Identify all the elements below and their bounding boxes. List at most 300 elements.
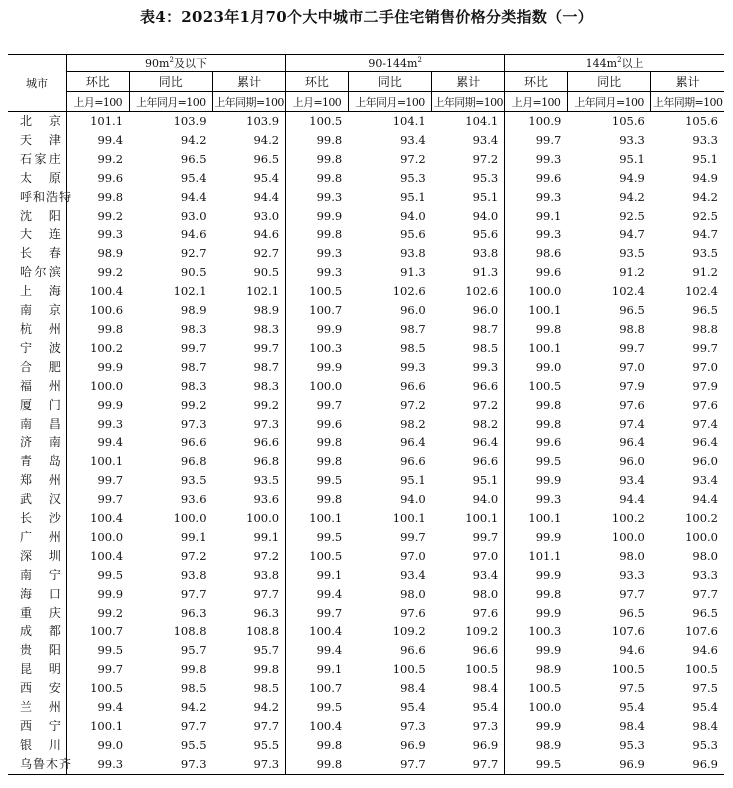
index-value: 100.5 [465,662,499,677]
index-value: 100.3 [286,339,349,358]
index-value: 96.8 [253,454,280,469]
index-value: 95.1 [400,189,426,204]
index-value: 97.7 [253,719,280,733]
table-row [8,225,724,244]
index-value: 92.5 [619,208,645,223]
city-name: 石家庄 [8,150,66,169]
index-value: 99.7 [692,340,718,355]
index-value: 99.4 [97,700,124,715]
city-name: 兰州 [8,698,66,717]
index-value: 92.7 [253,246,280,261]
index-value: 97.6 [472,605,499,620]
table-row [8,244,724,263]
index-value: 109.2 [392,624,426,639]
index-value: 96.0 [400,303,426,318]
index-value: 96.6 [400,643,426,658]
index-value: 97.4 [692,416,718,431]
index-value: 98.3 [180,321,207,336]
index-value: 98.7 [253,359,280,374]
index-value: 96.5 [180,151,207,166]
index-value: 100.1 [505,509,568,528]
city-name: 深圳 [8,547,66,566]
index-value: 94.0 [400,208,426,223]
index-value: 99.9 [505,717,568,736]
table-row [8,433,724,452]
index-value: 97.2 [253,548,280,563]
index-value: 96.5 [619,303,645,318]
index-value: 99.9 [286,358,349,377]
index-value: 99.2 [97,208,124,223]
index-value: 97.5 [692,681,718,696]
table-row [8,755,724,774]
index-value: 103.9 [173,114,207,128]
city-name: 大连 [8,225,66,244]
table-row [8,112,724,131]
index-value: 98.5 [400,340,426,355]
index-value: 100.0 [90,529,124,544]
index-value: 96.6 [472,378,499,393]
index-value: 97.7 [348,755,431,774]
index-value: 95.5 [180,737,207,752]
subheader-yoy: 同比 [348,72,431,92]
index-value: 99.7 [505,131,568,150]
index-value: 99.9 [505,528,568,547]
index-value: 99.3 [66,755,129,774]
table-row [8,415,724,434]
index-value: 95.1 [472,473,499,488]
index-value: 99.5 [97,643,124,658]
table-row [8,471,724,490]
base-label-yoy: 上年同月=100 [567,92,650,112]
index-value: 97.3 [472,719,499,733]
city-name: 南宁 [8,566,66,585]
index-value: 96.8 [180,454,207,469]
table-row [8,736,724,755]
index-value: 94.7 [619,227,645,242]
index-value: 99.8 [286,225,349,244]
table-row [8,377,724,396]
index-value: 95.4 [400,700,426,715]
table-row [8,547,724,566]
index-value: 92.5 [692,208,718,223]
index-value: 98.6 [505,244,568,263]
index-value: 100.1 [465,511,499,526]
subheader-mom: 环比 [505,72,568,92]
subheader-yoy: 同比 [567,72,650,92]
city-name: 杭州 [8,320,66,339]
index-value: 99.2 [97,151,124,166]
index-value: 102.4 [611,284,645,299]
index-value: 99.7 [472,529,499,544]
index-value: 99.9 [286,207,349,226]
group-header-large: $144m^2$以上 [505,55,724,72]
city-name: 西安 [8,679,66,698]
table-row [8,358,724,377]
index-value: 99.5 [286,698,349,717]
city-name: 宁波 [8,339,66,358]
index-value: 97.2 [400,151,426,166]
table-row [8,452,724,471]
index-value: 99.2 [253,397,280,412]
index-value: 98.8 [619,321,645,336]
city-name: 乌鲁木齐 [8,755,66,774]
index-value: 93.3 [619,567,645,582]
index-value: 99.4 [97,132,124,147]
index-value: 94.0 [472,208,499,223]
index-value: 94.4 [692,492,718,507]
index-value: 99.3 [472,359,499,374]
index-value: 93.5 [253,473,280,488]
index-value: 103.9 [246,114,280,128]
index-value: 93.4 [692,473,718,488]
index-value: 99.1 [180,529,207,544]
table-row [8,585,724,604]
index-value: 93.8 [180,567,207,582]
table-row [8,320,724,339]
index-value: 97.2 [472,151,499,166]
subheader-mom: 环比 [66,72,129,92]
index-value: 99.3 [286,244,349,263]
index-value: 94.6 [692,643,718,658]
index-value: 95.1 [692,151,718,166]
index-value: 99.8 [505,585,568,604]
index-value: 100.7 [286,679,349,698]
index-value: 96.0 [619,454,645,469]
index-value: 97.0 [472,548,499,563]
index-value: 100.5 [611,662,645,677]
index-value: 93.6 [253,492,280,507]
index-value: 93.4 [400,567,426,582]
table-row [8,169,724,188]
index-value: 96.4 [400,435,426,450]
table-row [8,604,724,623]
table-row [8,679,724,698]
index-value: 102.1 [173,284,207,299]
index-value: 94.2 [180,132,207,147]
index-value: 99.7 [180,340,207,355]
index-value: 99.8 [286,433,349,452]
index-value: 98.0 [400,586,426,601]
index-value: 99.3 [286,188,349,207]
index-value: 95.4 [692,700,718,715]
table-row [8,301,724,320]
index-value: 100.3 [505,622,568,641]
base-label-mom: 上月=100 [505,92,568,112]
index-value: 98.0 [472,586,499,601]
index-value: 90.5 [180,265,207,280]
city-name: 西宁 [8,717,66,736]
city-name: 沈阳 [8,207,66,226]
index-value: 94.2 [692,189,718,204]
index-value: 99.6 [505,169,568,188]
index-value: 105.6 [685,114,718,128]
index-value: 99.8 [286,169,349,188]
index-value: 93.0 [253,208,280,223]
index-value: 108.8 [246,624,280,639]
index-value: 98.2 [472,416,499,431]
table-row [8,188,724,207]
header-row-bases [8,92,724,112]
index-value: 98.9 [180,303,207,318]
index-value: 100.5 [90,681,124,696]
index-value: 94.9 [692,170,718,185]
index-value: 96.3 [180,605,207,620]
index-value: 91.2 [619,265,645,280]
index-value: 100.1 [505,339,568,358]
index-value: 99.3 [97,416,124,431]
city-name: 合肥 [8,358,66,377]
city-name: 青岛 [8,452,66,471]
index-value: 98.4 [400,681,426,696]
index-value: 100.0 [685,529,718,544]
table-row [8,717,724,736]
index-value: 97.7 [180,719,207,733]
city-name: 上海 [8,282,66,301]
index-value: 100.1 [90,719,124,733]
index-value: 99.3 [505,225,568,244]
index-value: 97.3 [253,416,280,431]
index-value: 99.5 [286,528,349,547]
index-value: 97.3 [213,755,286,774]
index-value: 100.0 [286,377,349,396]
index-value: 93.8 [400,246,426,261]
index-value: 90.5 [253,265,280,280]
index-value: 98.0 [619,548,645,563]
index-value: 97.9 [692,378,718,393]
index-value: 95.6 [400,227,426,242]
index-value: 96.6 [400,378,426,393]
index-value: 93.6 [180,492,207,507]
table-row [8,150,724,169]
index-value: 99.6 [505,433,568,452]
index-value: 99.8 [286,490,349,509]
table-row [8,131,724,150]
index-value: 100.2 [685,511,718,526]
table-row [8,660,724,679]
base-label-yoy: 上年同月=100 [348,92,431,112]
index-value: 94.6 [253,227,280,242]
index-value: 93.8 [472,246,499,261]
index-value: 97.9 [619,378,645,393]
index-value: 98.3 [253,321,280,336]
index-value: 93.4 [619,473,645,488]
index-value: 95.3 [619,737,645,752]
index-value: 100.0 [611,529,645,544]
index-value: 100.2 [611,511,645,526]
city-name: 太原 [8,169,66,188]
index-value: 100.7 [286,301,349,320]
city-name: 济南 [8,433,66,452]
index-value: 99.9 [505,471,568,490]
city-name: 广州 [8,528,66,547]
table-row [8,490,724,509]
index-value: 93.4 [472,567,499,582]
index-value: 100.7 [90,624,124,639]
index-value: 98.9 [253,303,280,318]
city-name: 天津 [8,131,66,150]
index-value: 96.0 [472,303,499,318]
index-value: 93.3 [619,132,645,147]
index-value: 98.3 [253,378,280,393]
index-value: 102.6 [392,284,426,299]
index-value: 97.6 [692,397,718,412]
index-value: 102.1 [246,284,280,299]
city-name: 呼和浩特 [8,188,66,207]
index-value: 99.3 [286,263,349,282]
index-value: 99.3 [505,150,568,169]
index-value: 99.9 [505,641,568,660]
index-value: 98.5 [253,681,280,696]
index-value: 100.5 [286,547,349,566]
subheader-mom: 环比 [286,72,349,92]
index-value: 93.5 [692,246,718,261]
index-value: 98.4 [692,719,718,733]
index-value: 107.6 [611,624,645,639]
index-value: 97.7 [253,586,280,601]
index-value: 97.3 [180,416,207,431]
index-value: 92.7 [180,246,207,261]
index-value: 100.1 [392,511,426,526]
city-name: 贵阳 [8,641,66,660]
index-value: 100.4 [90,548,124,563]
index-value: 97.7 [432,755,505,774]
index-value: 100.5 [505,679,568,698]
index-value: 95.4 [619,700,645,715]
index-value: 100.4 [286,622,349,641]
page-title: 表4：2023年1月70个大中城市二手住宅销售价格分类指数（一） [139,8,594,26]
index-value: 96.4 [472,435,499,450]
index-value: 95.3 [692,737,718,752]
subheader-yoy: 同比 [129,72,212,92]
index-value: 99.7 [619,340,645,355]
city-name: 银川 [8,736,66,755]
index-value: 97.0 [400,548,426,563]
table-row [8,207,724,226]
city-column-header: 城市 [8,55,66,112]
index-value: 99.5 [505,452,568,471]
index-value: 107.6 [685,624,718,639]
city-name: 北京 [8,112,66,131]
index-value: 94.6 [619,643,645,658]
index-value: 91.3 [472,265,499,280]
index-value: 99.8 [180,662,207,677]
index-value: 99.4 [286,641,349,660]
index-value: 99.1 [253,529,280,544]
index-value: 100.5 [286,112,349,131]
index-value: 99.8 [253,662,280,677]
index-value: 95.1 [619,151,645,166]
city-name: 南昌 [8,415,66,434]
index-value: 96.4 [692,435,718,450]
index-value: 97.2 [472,397,499,412]
city-name: 武汉 [8,490,66,509]
index-value: 99.8 [97,189,124,204]
index-value: 97.5 [619,681,645,696]
index-value: 101.1 [90,114,124,128]
index-value: 100.9 [505,112,568,131]
index-value: 108.8 [173,624,207,639]
index-value: 93.4 [400,132,426,147]
index-value: 96.9 [400,737,426,752]
index-value: 100.1 [505,301,568,320]
index-value: 91.2 [692,265,718,280]
index-value: 99.9 [505,604,568,623]
index-value: 94.0 [400,492,426,507]
index-value: 101.1 [505,547,568,566]
index-value: 97.2 [400,397,426,412]
index-value: 93.5 [619,246,645,261]
index-value: 97.6 [400,605,426,620]
index-value: 100.5 [392,662,426,677]
index-value: 95.7 [253,643,280,658]
index-value: 99.1 [286,660,349,679]
index-value: 99.7 [97,473,124,488]
table-row [8,396,724,415]
city-name: 南京 [8,301,66,320]
city-name: 长沙 [8,509,66,528]
index-value: 96.0 [692,454,718,469]
index-value: 98.7 [472,321,499,336]
index-value: 96.6 [472,643,499,658]
index-value: 96.5 [619,605,645,620]
table-row [8,282,724,301]
index-value: 98.5 [180,681,207,696]
table-row [8,528,724,547]
index-value: 97.7 [692,586,718,601]
city-name: 重庆 [8,604,66,623]
table-row [8,698,724,717]
index-value: 99.5 [505,755,568,774]
index-value: 96.6 [472,454,499,469]
index-value: 100.4 [286,717,349,736]
table-row [8,566,724,585]
index-value: 93.0 [180,208,207,223]
index-value: 99.9 [505,566,568,585]
index-value: 99.9 [97,359,124,374]
index-value: 95.3 [472,170,499,185]
index-value: 102.4 [685,284,718,299]
index-value: 95.4 [472,700,499,715]
index-value: 99.1 [286,566,349,585]
index-value: 98.4 [619,719,645,733]
index-value: 104.1 [392,114,426,128]
index-value: 94.7 [692,227,718,242]
index-value: 100.0 [90,378,124,393]
subheader-cumulative: 累计 [213,72,286,92]
index-value: 94.2 [180,700,207,715]
index-value: 95.6 [472,227,499,242]
index-value: 98.2 [400,416,426,431]
index-value: 94.2 [619,189,645,204]
index-value: 97.3 [400,719,426,733]
index-value: 96.9 [651,755,724,774]
index-value: 99.7 [286,396,349,415]
index-value: 98.7 [400,321,426,336]
index-value: 93.5 [180,473,207,488]
index-value: 102.6 [465,284,499,299]
price-index-table [8,54,724,775]
index-value: 95.7 [180,643,207,658]
index-value: 99.7 [253,340,280,355]
index-value: 99.8 [286,150,349,169]
index-value: 99.3 [97,227,124,242]
index-value: 100.1 [90,454,124,469]
index-value: 96.6 [180,435,207,450]
index-value: 105.6 [611,114,645,128]
index-value: 96.3 [253,605,280,620]
index-value: 99.7 [286,604,349,623]
index-value: 94.4 [253,189,280,204]
